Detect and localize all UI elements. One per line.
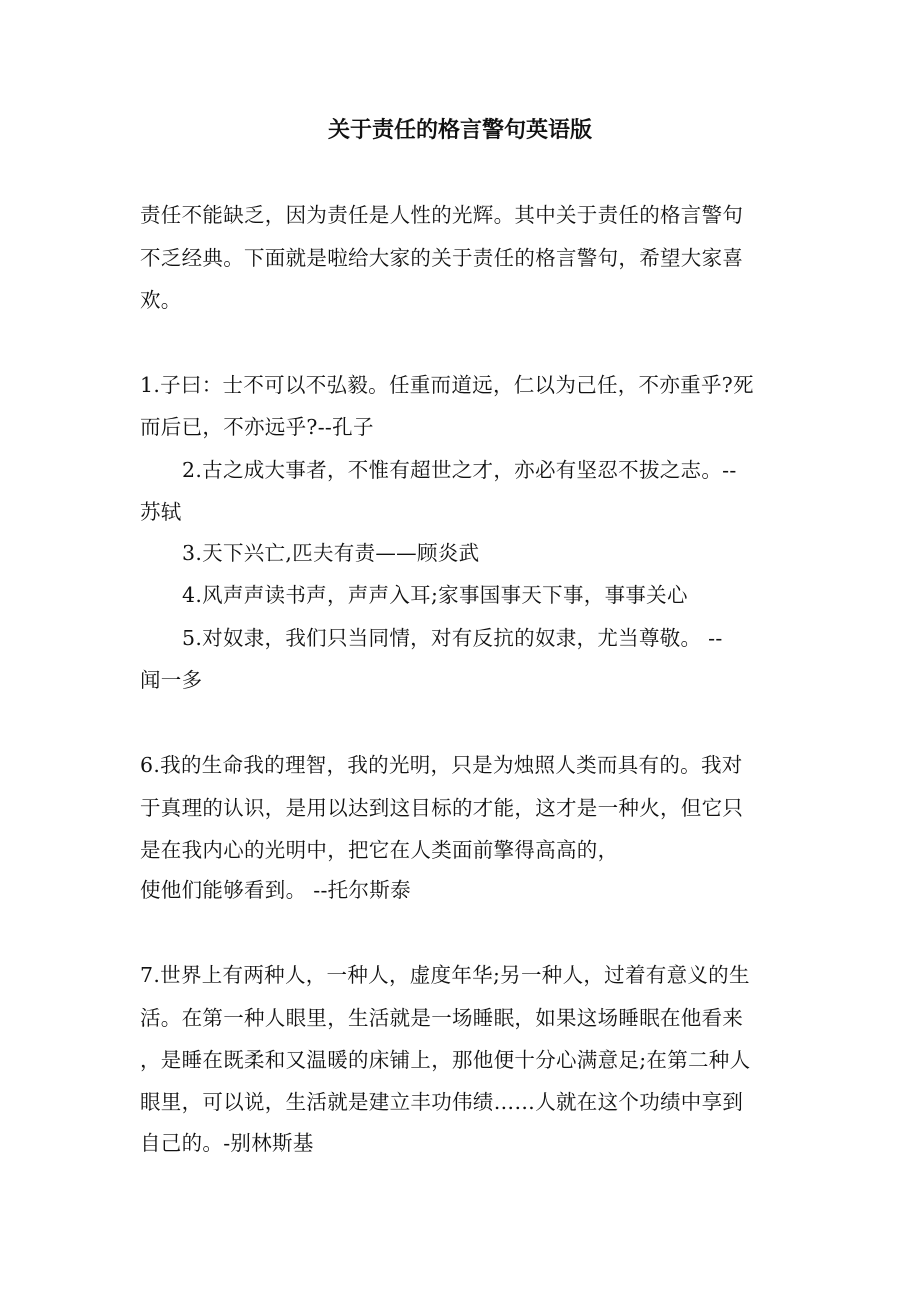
text-line: 4.风声声读书声，声声入耳;家事国事天下事，事事关心 — [182, 583, 688, 607]
text-line: 6.我的生命我的理智，我的光明，只是为烛照人类而具有的。我对 — [140, 753, 743, 777]
text-line: 使他们能够看到。 --托尔斯泰 — [140, 878, 411, 902]
text-line: 欢。 — [140, 288, 182, 312]
text-line: 而后已，不亦远乎?--孔子 — [140, 415, 374, 439]
text-line: 闻一多 — [140, 668, 203, 692]
document-title: 关于责任的格言警句英语版 — [327, 117, 592, 143]
text-line: 于真理的认识，是用以达到这目标的才能，这才是一种火，但它只 — [140, 796, 744, 820]
text-line: 自己的。-别林斯基 — [140, 1131, 314, 1155]
text-line: 1.子曰：士不可以不弘毅。任重而道远，仁以为己任，不亦重乎?死 — [140, 373, 754, 397]
text-line: 眼里，可以说，生活就是建立丰功伟绩……人就在这个功绩中享到 — [140, 1090, 744, 1114]
text-line: 苏轼 — [140, 500, 182, 524]
text-line: 是在我内心的光明中，把它在人类面前擎得高高的， — [140, 838, 619, 862]
text-line: ，是睡在既柔和又温暖的床铺上，那他便十分心满意足;在第二种人 — [140, 1048, 751, 1072]
text-line: 不乏经典。下面就是啦给大家的关于责任的格言警句，希望大家喜 — [140, 246, 744, 270]
text-line: 5.对奴隶，我们只当同情，对有反抗的奴隶，尤当尊敬。 -- — [182, 626, 723, 650]
text-line: 2.古之成大事者，不惟有超世之才，亦必有坚忍不拔之志。-- — [182, 458, 737, 482]
text-line: 责任不能缺乏，因为责任是人性的光辉。其中关于责任的格言警句 — [140, 203, 744, 227]
text-line: 3.天下兴亡,匹夫有责——顾炎武 — [182, 541, 480, 565]
text-line: 活。在第一种人眼里，生活就是一场睡眠，如果这场睡眠在他看来 — [140, 1006, 744, 1030]
text-line: 7.世界上有两种人，一种人，虚度年华;另一种人，过着有意义的生 — [140, 963, 750, 987]
